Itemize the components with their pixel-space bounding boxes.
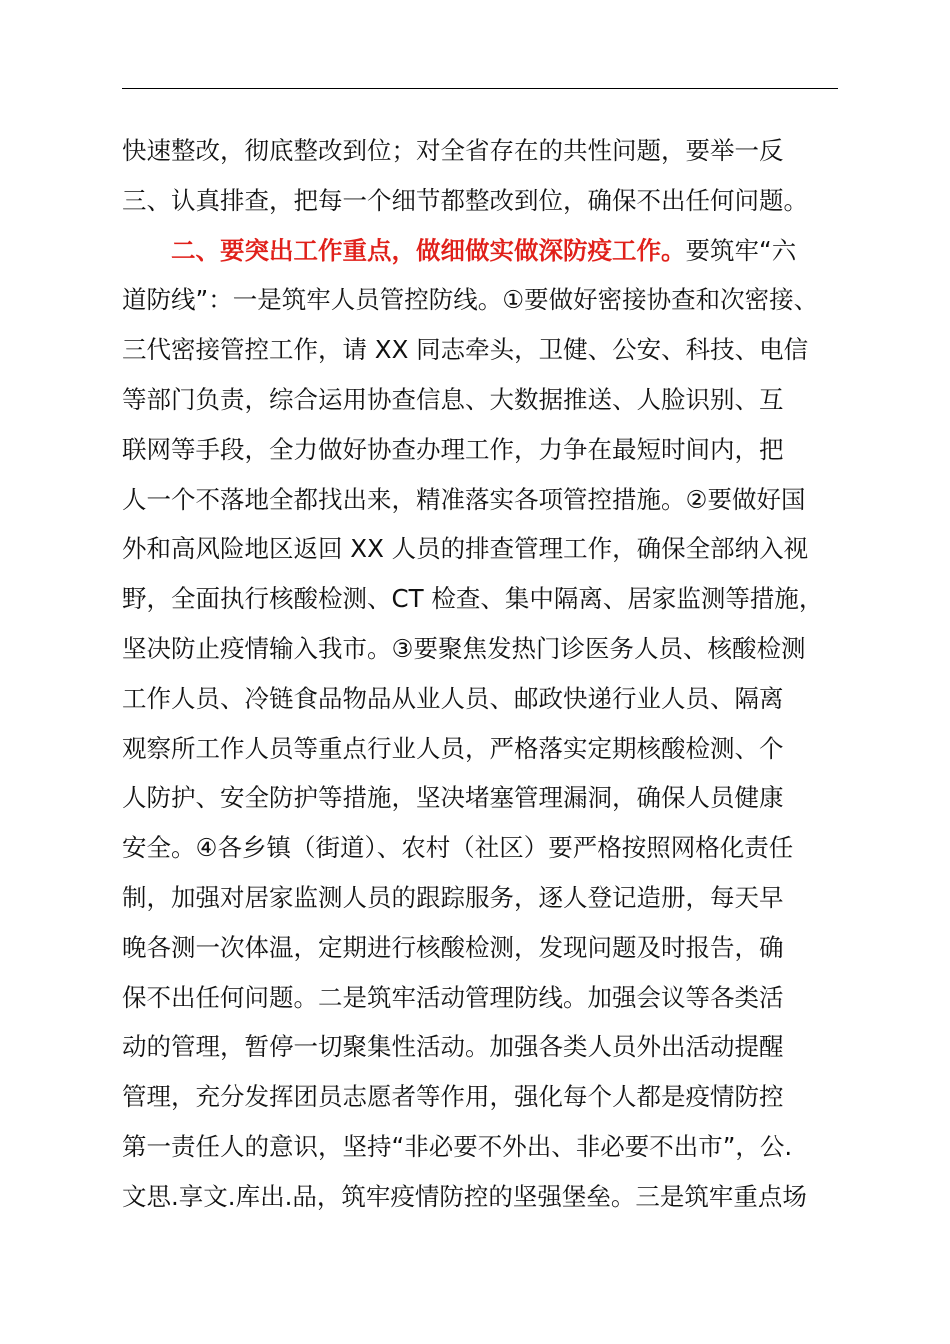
text-line: 管理，充分发挥团员志愿者等作用，强化每个人都是疫情防控 [122, 1082, 784, 1112]
text-line: 三代密接管控工作，请 XX 同志牵头，卫健、公安、科技、电信 [122, 335, 809, 365]
text-line: 安全。④各乡镇（街道）、农村（社区）要严格按照网格化责任 [122, 833, 794, 863]
text-line: 观察所工作人员等重点行业人员，严格落实定期核酸检测、个 [122, 733, 784, 763]
section-heading-rest: 要筑牢“六 [685, 235, 797, 265]
text-line: 野，全面执行核酸检测、CT 检查、集中隔离、居家监测等措施， [122, 584, 824, 614]
text-line: 保不出任何问题。二是筑牢活动管理防线。加强会议等各类活 [122, 982, 784, 1012]
text-line: 道防线”：一是筑牢人员管控防线。①要做好密接协查和次密接、 [122, 285, 819, 315]
text-line: 工作人员、冷链食品物品从业人员、邮政快递行业人员、隔离 [122, 683, 784, 713]
text-line: 人防护、安全防护等措施，坚决堵塞管理漏洞，确保人员健康 [122, 783, 784, 813]
text-line: 制，加强对居家监测人员的跟踪服务，逐人登记造册，每天早 [122, 882, 784, 912]
text-line: 第一责任人的意识，坚持“非必要不外出、非必要不出市”，公. [122, 1131, 793, 1161]
header-rule [122, 88, 838, 89]
section-heading: 二、要突出工作重点，做细做实做深防疫工作。 [171, 235, 686, 265]
text-line: 快速整改，彻底整改到位；对全省存在的共性问题，要举一反 [122, 136, 784, 165]
text-line: 文思.享文.库出.品，筑牢疫情防控的坚强堡垒。三是筑牢重点场 [122, 1181, 807, 1211]
document-body [122, 126, 842, 1222]
text-line: 人一个不落地全都找出来，精准落实各项管控措施。②要做好国 [122, 484, 806, 514]
text-line: 等部门负责，综合运用协查信息、大数据推送、人脸识别、互 [122, 384, 784, 414]
text-line: 晚各测一次体温，定期进行核酸检测，发现问题及时报告，确 [122, 932, 784, 962]
text-line: 坚决防止疫情输入我市。③要聚焦发热门诊医务人员、核酸检测 [122, 633, 806, 663]
text-line: 联网等手段，全力做好协查办理工作，力争在最短时间内，把 [122, 434, 784, 464]
text-line: 动的管理，暂停一切聚集性活动。加强各类人员外出活动提醒 [122, 1032, 784, 1062]
text-line: 外和高风险地区返回 XX 人员的排查管理工作，确保全部纳入视 [122, 534, 809, 564]
section-heading-line [122, 226, 842, 276]
text-line: 三、认真排查，把每一个细节都整改到位，确保不出任何问题。 [122, 185, 808, 215]
